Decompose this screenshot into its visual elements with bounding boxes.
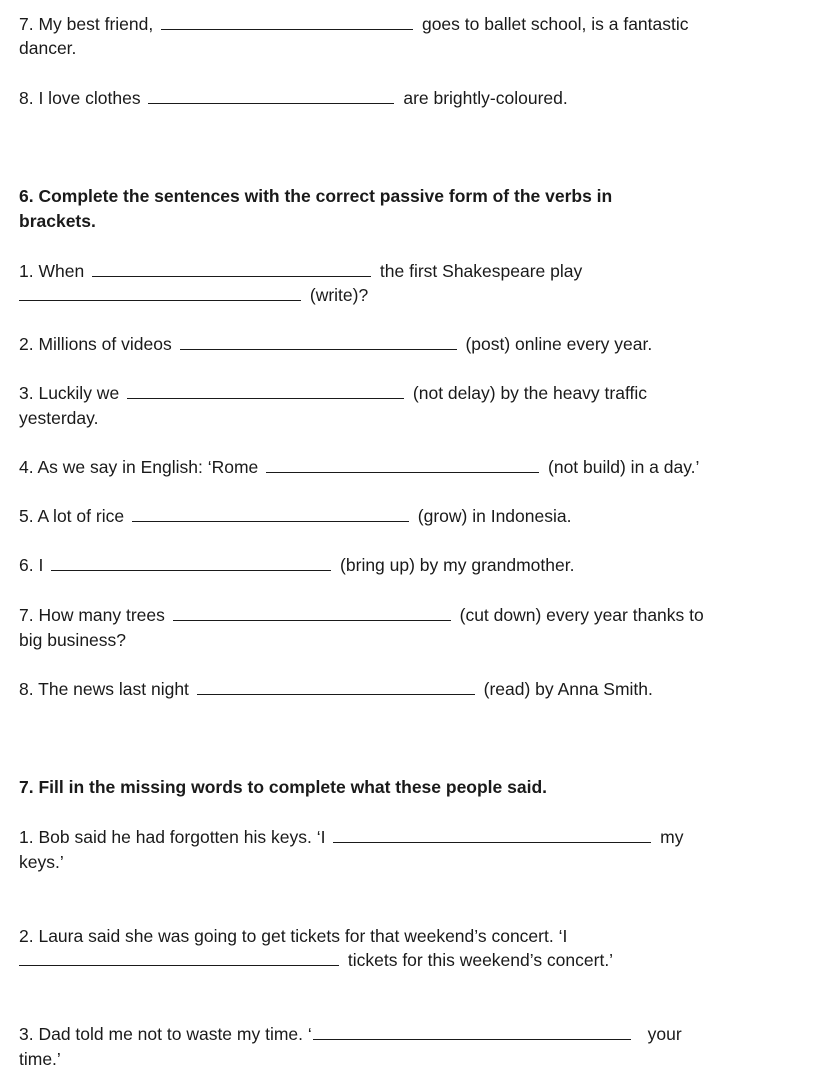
- s6-q4-blank[interactable]: [266, 455, 539, 473]
- s6-q1-line2: [19, 283, 368, 307]
- s6-q8-text-before: 8. The news last night: [19, 679, 194, 699]
- s6-q3-line1: [19, 381, 647, 405]
- s7-q2-blank[interactable]: [19, 948, 339, 966]
- s7-q2-line1: 2. Laura said she was going to get tickets for that weekend’s concert. ‘I: [19, 926, 568, 946]
- s6-q6-text-after: (bring up) by my grandmother.: [335, 555, 575, 575]
- s6-q2-blank[interactable]: [180, 332, 457, 350]
- s5-q8-blank[interactable]: [148, 86, 394, 104]
- s5-q8-text-after: are brightly-coloured.: [398, 88, 568, 108]
- s6-q3-line2: yesterday.: [19, 408, 99, 428]
- s7-q2-text-cont: tickets for this weekend’s concert.’: [343, 950, 614, 970]
- s7-q3-line2: time.’: [19, 1049, 61, 1069]
- s7-q1-blank[interactable]: [333, 825, 651, 843]
- s5-q7-text-before: 7. My best friend,: [19, 14, 159, 34]
- s6-q1-text-cont: (write)?: [305, 285, 369, 305]
- s6-q6-line: [19, 553, 574, 577]
- s7-heading: 7. Fill in the missing words to complete what these people said.: [19, 777, 548, 797]
- s6-q2-line: [19, 332, 652, 356]
- s6-q7-line2: big business?: [19, 630, 127, 650]
- s7-q2-line2: [19, 948, 613, 972]
- s6-q5-blank[interactable]: [132, 504, 409, 522]
- s7-q1-text-before: 1. Bob said he had forgotten his keys. ‘I: [19, 827, 331, 847]
- s5-q8-line: [19, 86, 568, 110]
- s6-q1-blank-2[interactable]: [19, 283, 301, 301]
- s6-q4-text-before: 4. As we say in English: ‘Rome: [19, 457, 264, 477]
- s7-q1-line2: keys.’: [19, 852, 64, 872]
- s6-q7-text-before: 7. How many trees: [19, 605, 170, 625]
- s6-q3-blank[interactable]: [127, 381, 404, 399]
- s6-q6-text-before: 6. I: [19, 555, 49, 575]
- s7-q3-text-before: 3. Dad told me not to waste my time. ‘: [19, 1024, 312, 1044]
- s6-q1-text-after: the first Shakespeare play: [375, 261, 583, 281]
- s5-q7-line1: [19, 12, 689, 36]
- s6-q7-line1: [19, 603, 704, 627]
- s5-q7-text-after: goes to ballet school, is a fantastic: [417, 14, 689, 34]
- s7-q3-line1: [19, 1022, 682, 1046]
- s6-q7-blank[interactable]: [173, 603, 451, 621]
- s6-q7-text-after: (cut down) every year thanks to: [454, 605, 704, 625]
- s6-q1-blank-1[interactable]: [92, 259, 371, 277]
- s6-q4-line: [19, 455, 699, 479]
- s6-heading-line1: 6. Complete the sentences with the correct passive form of the verbs in: [19, 186, 613, 206]
- s6-q5-line: [19, 504, 571, 528]
- s6-q5-text-before: 5. A lot of rice: [19, 506, 129, 526]
- s6-q4-text-after: (not build) in a day.’: [543, 457, 700, 477]
- s7-q3-blank[interactable]: [313, 1022, 631, 1040]
- s7-q1-text-after: my: [655, 827, 684, 847]
- s5-q7-line2: dancer.: [19, 38, 77, 58]
- s6-q8-text-after: (read) by Anna Smith.: [478, 679, 653, 699]
- s6-q1-line1: [19, 259, 582, 283]
- s5-q8-text-before: 8. I love clothes: [19, 88, 146, 108]
- s6-q6-blank[interactable]: [51, 553, 331, 571]
- s6-q8-line: [19, 677, 653, 701]
- s7-q1-line1: [19, 825, 684, 849]
- s6-q3-text-before: 3. Luckily we: [19, 383, 125, 403]
- s6-q8-blank[interactable]: [197, 677, 475, 695]
- s6-q5-text-after: (grow) in Indonesia.: [412, 506, 572, 526]
- s7-q3-text-after: your: [642, 1024, 682, 1044]
- s6-q2-text-before: 2. Millions of videos: [19, 334, 177, 354]
- s6-q3-text-after: (not delay) by the heavy traffic: [408, 383, 648, 403]
- s5-q7-blank[interactable]: [161, 12, 413, 30]
- s6-q1-text-before: 1. When: [19, 261, 90, 281]
- s6-heading-line2: brackets.: [19, 211, 96, 231]
- s6-q2-text-after: (post) online every year.: [460, 334, 653, 354]
